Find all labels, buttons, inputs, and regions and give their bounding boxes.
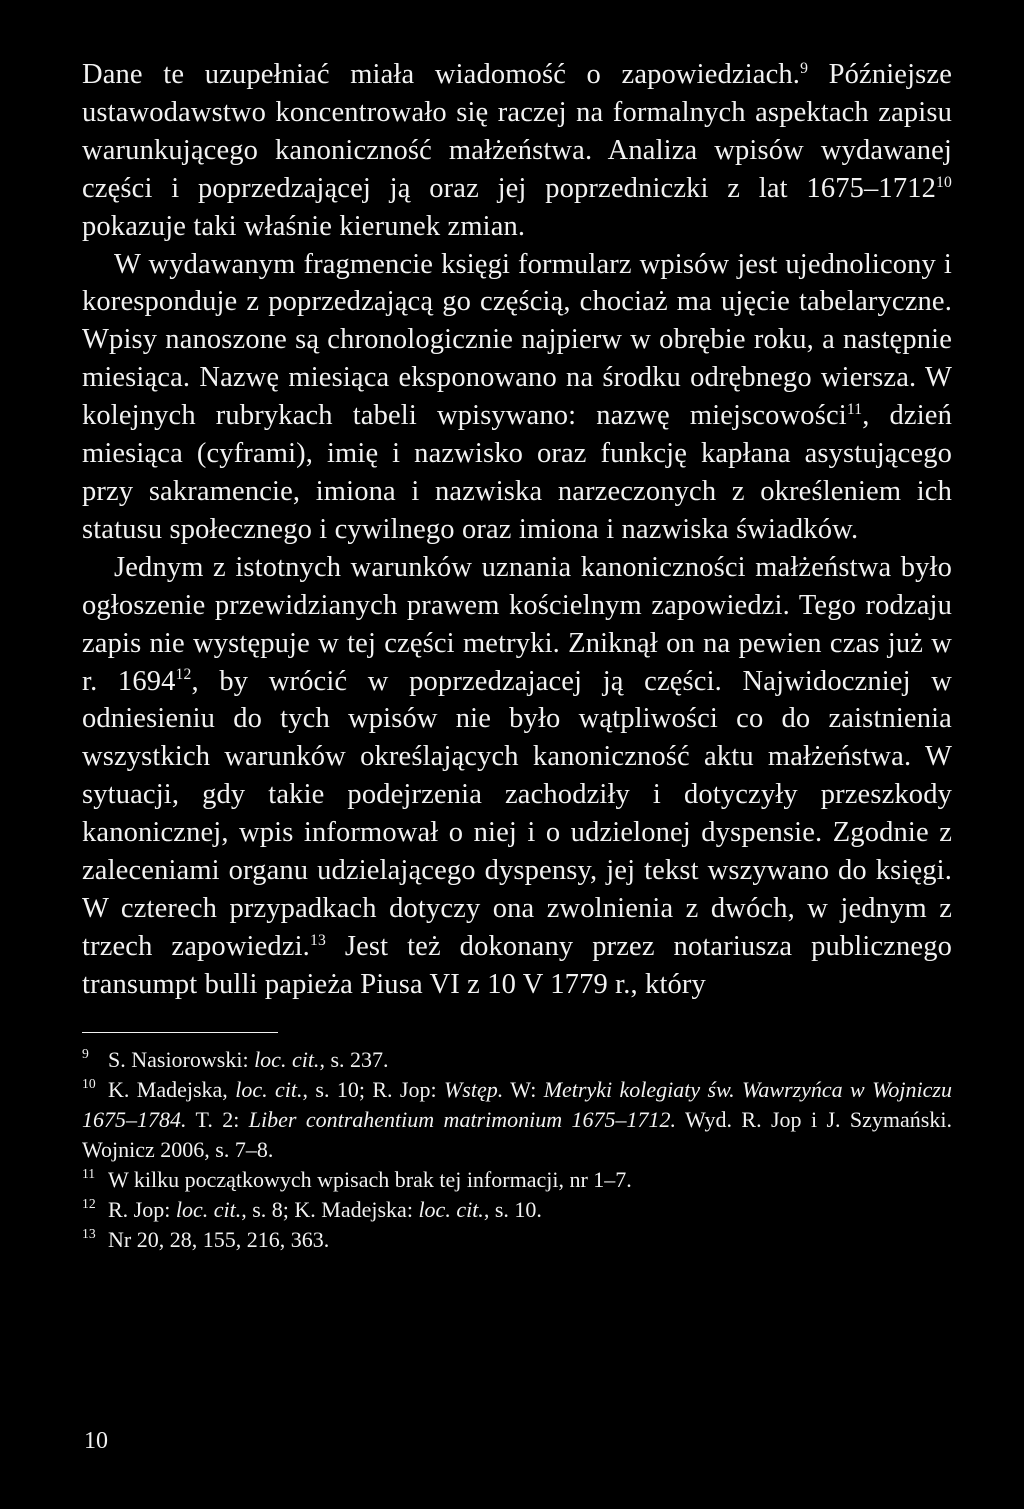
footnote-10: 10 K. Madejska, loc. cit., s. 10; R. Jop: Wstęp. W: Metryki kolegiaty św. Wawrzyńca w Wojniczu 1675–1784. T. 2: Liber contrahentium matrimonium 1675–1712. Wyd. R. Jop i J. Szymański. Wojnicz 2006, s. 7–8. (82, 1076, 952, 1162)
footnote-12-italic-b: loc. cit. (418, 1196, 484, 1222)
footnote-ref-11[interactable]: 11 (846, 400, 863, 418)
footnote-12-text-b: , s. 8; K. Madejska: (241, 1196, 419, 1222)
paragraph-2-text-b: , dzień miesiąca (cyframi), imię i nazwisko oraz funkcję kapłana asystującego przy sakramencie, imiona i nazwiska narzeczonych z określeniem ich statusu społecznego i cywilnego oraz imiona i nazwiska świadków. (82, 400, 952, 545)
paragraph-3-text-c: Jest też dokonany przez notariusza publicznego transumpt bulli papieża Piusa VI z 10 V 1779 r., który (82, 930, 953, 1000)
body-text (82, 56, 952, 1004)
footnote-10-italic-d: Liber contrahentium matrimonium 1675–1712. (248, 1106, 677, 1132)
paragraph-3-text-a: Jednym z istotnych warunków uznania kanoniczności małżeństwa było ogłoszenie przewidzianych prawem kościelnym zapowiedzi. Tego rodzaju zapis nie występuje w tej części metryki. Zniknął on na pewien czas już w r. 1694 (82, 551, 952, 697)
footnote-12-italic-a: loc. cit. (175, 1196, 242, 1222)
footnote-ref-10[interactable]: 10 (936, 173, 952, 191)
footnote-10-italic-b: Wstęp. (443, 1076, 504, 1102)
footnote-9: 9 S. Nasiorowski: loc. cit., s. 237. (82, 1046, 389, 1072)
paragraph-1-text-a: Dane te uzupełniać miała wiadomość o zapowiedziach. (82, 59, 801, 90)
footnote-9-text-b: , s. 237. (319, 1046, 389, 1072)
footnote-10-text-b: , s. 10; R. Jop: (302, 1076, 444, 1102)
footnote-12-text-c: , s. 10. (483, 1196, 542, 1222)
footnotes (82, 1045, 952, 1255)
footnote-10-text-a: K. Madejska, (108, 1076, 236, 1102)
footnote-13-text-a: Nr 20, 28, 155, 216, 363. (108, 1226, 330, 1252)
paragraph-3-text-b: , by wrócić w poprzedzajacej ją części. Najwidoczniej w odniesieniu do tych wpisów nie było wątpliwości co do zaistnienia wszystkich warunków określających kanoniczność aktu małżeństwa. W sytuacji, gdy takie podejrzenia zachodziły i dotyczyły przeszkody kanonicznej, wpis informował o niej i o udzielonej dyspensie. Zgodnie z zaleceniami organu udzielającego dyspensy, jej tekst wszywano do księgi. W czterech przypadkach dotyczy ona zwolnienia z dwóch, w jednym z trzech zapowiedzi. (82, 665, 952, 962)
footnote-12-text-a: R. Jop: (108, 1196, 176, 1222)
page-number: 10 (84, 1428, 108, 1454)
paragraph-2 (82, 246, 952, 549)
footnote-11-text-a: W kilku początkowych wpisach brak tej informacji, nr 1–7. (108, 1166, 632, 1192)
paragraph-3 (82, 549, 952, 1004)
paragraph-1-text-b: Późniejsze ustawodawstwo koncentrowało się raczej na formalnych aspektach zapisu warunkującego kanoniczność małżeństwa. Analiza wpisów wydawanej części i poprzedzającej ją oraz jej poprzedniczki z lat 1675–1712 (82, 59, 953, 204)
paragraph-2-text-a: W wydawanym fragmencie księgi formularz wpisów jest ujednolicony i koresponduje z poprzedzającą go częścią, chociaż ma ujęcie tabelaryczne. Wpisy nanoszone są chronologicznie najpierw w obrębie roku, a następnie miesiąca. Nazwę miesiąca eksponowano na środku odrębnego wiersza. W kolejnych rubrykach tabeli wpisywano: nazwę miejscowości (82, 248, 952, 432)
footnote-divider (82, 1032, 278, 1033)
footnote-11: 11 W kilku początkowych wpisach brak tej informacji, nr 1–7. (82, 1166, 632, 1192)
footnote-10-italic-c: Metryki kolegiaty św. Wawrzyńca w Wojniczu 1675–1784. (82, 1076, 952, 1132)
footnote-13: 13 Nr 20, 28, 155, 216, 363. (82, 1226, 330, 1252)
paragraph-1 (82, 56, 952, 246)
footnote-ref-13[interactable]: 13 (309, 931, 326, 949)
paragraph-1-text-c: pokazuje taki właśnie kierunek zmian. (82, 210, 526, 242)
footnote-10-text-c: W: (503, 1076, 544, 1102)
footnote-ref-9[interactable]: 9 (800, 59, 809, 77)
footnote-9-text-a: S. Nasiorowski: (108, 1046, 255, 1072)
footnote-10-italic-a: loc. cit. (235, 1076, 303, 1102)
page-content (82, 56, 952, 1255)
footnote-10-text-d: T. 2: (186, 1106, 249, 1132)
footnote-10-text-e: Wyd. R. Jop i J. Szymański. Wojnicz 2006, s. 7–8. (82, 1106, 952, 1162)
footnote-12: 12 R. Jop: loc. cit., s. 8; K. Madejska: loc. cit., s. 10. (82, 1196, 542, 1222)
footnote-ref-12[interactable]: 12 (175, 666, 192, 684)
footnote-9-italic-a: loc. cit. (254, 1046, 320, 1072)
